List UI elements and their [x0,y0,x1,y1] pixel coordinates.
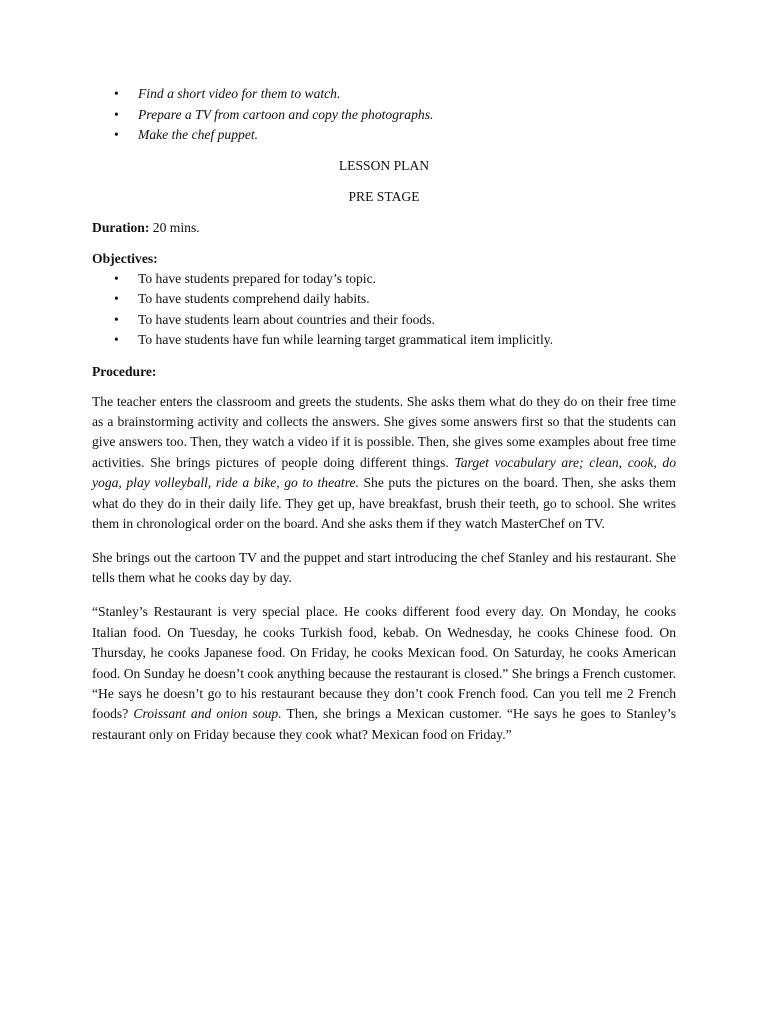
procedure-paragraph-1 [92,392,676,535]
procedure-label: Procedure: [92,363,157,379]
paragraph-text: The teacher enters the classroom and greets the students. She asks them what do they do on their free time as a brainstorming activity and collects the answers. She gives some answers first so that the students can give answers too. Then, they watch a video if it is possible. Then, she gives some examples about free time activities. She brings pictures of people doing different things. [92,393,676,470]
paragraph-text: “Stanley’s Restaurant is very special place. He cooks different food every day. On Monday, he cooks Italian food. On Tuesday, he cooks Turkish food, kebab. On Wednesday, he cooks Chinese food. On Thursday, he cooks Japanese food. On Friday, he cooks Mexican food. On Saturday, he cooks American food. On Sunday he doesn’t cook anything because the restaurant is closed.” She brings a French customer. “He says he doesn’t go to his restaurant because they don’t cook French food. Can you tell me 2 French foods? [92,604,676,722]
paragraph-text: She puts the pictures on the board. Then, she asks them what do they do in their daily life. They get up, have breakfast, brush their teeth, go to school. She writes them in chronological order on the board. And she asks them if they watch MasterChef on TV. [92,475,676,531]
paragraph-text: Then, she brings a Mexican customer. “He says he goes to Stanley’s restaurant only on Friday because they cook what? Mexican food on Friday.” [92,706,677,742]
objectives-label: Objectives: [92,250,158,266]
page-title: LESSON PLAN [338,157,430,173]
list-item: • To have students comprehend daily habits. [92,289,676,310]
document-page [92,84,676,759]
list-item: • To have students have fun while learning target grammatical item implicitly. [92,330,676,351]
duration-line [92,218,676,238]
french-foods: Croissant and onion soup. [133,706,282,722]
procedure-paragraph-2: She brings out the cartoon TV and the puppet and start introducing the chef Stanley and his restaurant. She tells them what he cooks day by day. [92,549,676,586]
list-item: • To have students prepared for today’s topic. [92,269,676,290]
materials-list [92,84,676,146]
duration-label: Duration: [92,219,150,235]
procedure-paragraph-3 [92,602,676,745]
list-item: • Make the chef puppet. [92,125,676,146]
objectives-list [92,269,676,351]
duration-value: 20 mins. [149,219,200,235]
stage-title: PRE STAGE [348,188,420,204]
list-item: • To have students learn about countries and their foods. [92,310,676,331]
target-vocabulary: Target vocabulary are; clean, cook, do yoga, play volleyball, ride a bike, go to theatre. [92,454,676,491]
list-item: • Find a short video for them to watch. [92,84,676,105]
list-item: • Prepare a TV from cartoon and copy the photographs. [92,105,676,126]
